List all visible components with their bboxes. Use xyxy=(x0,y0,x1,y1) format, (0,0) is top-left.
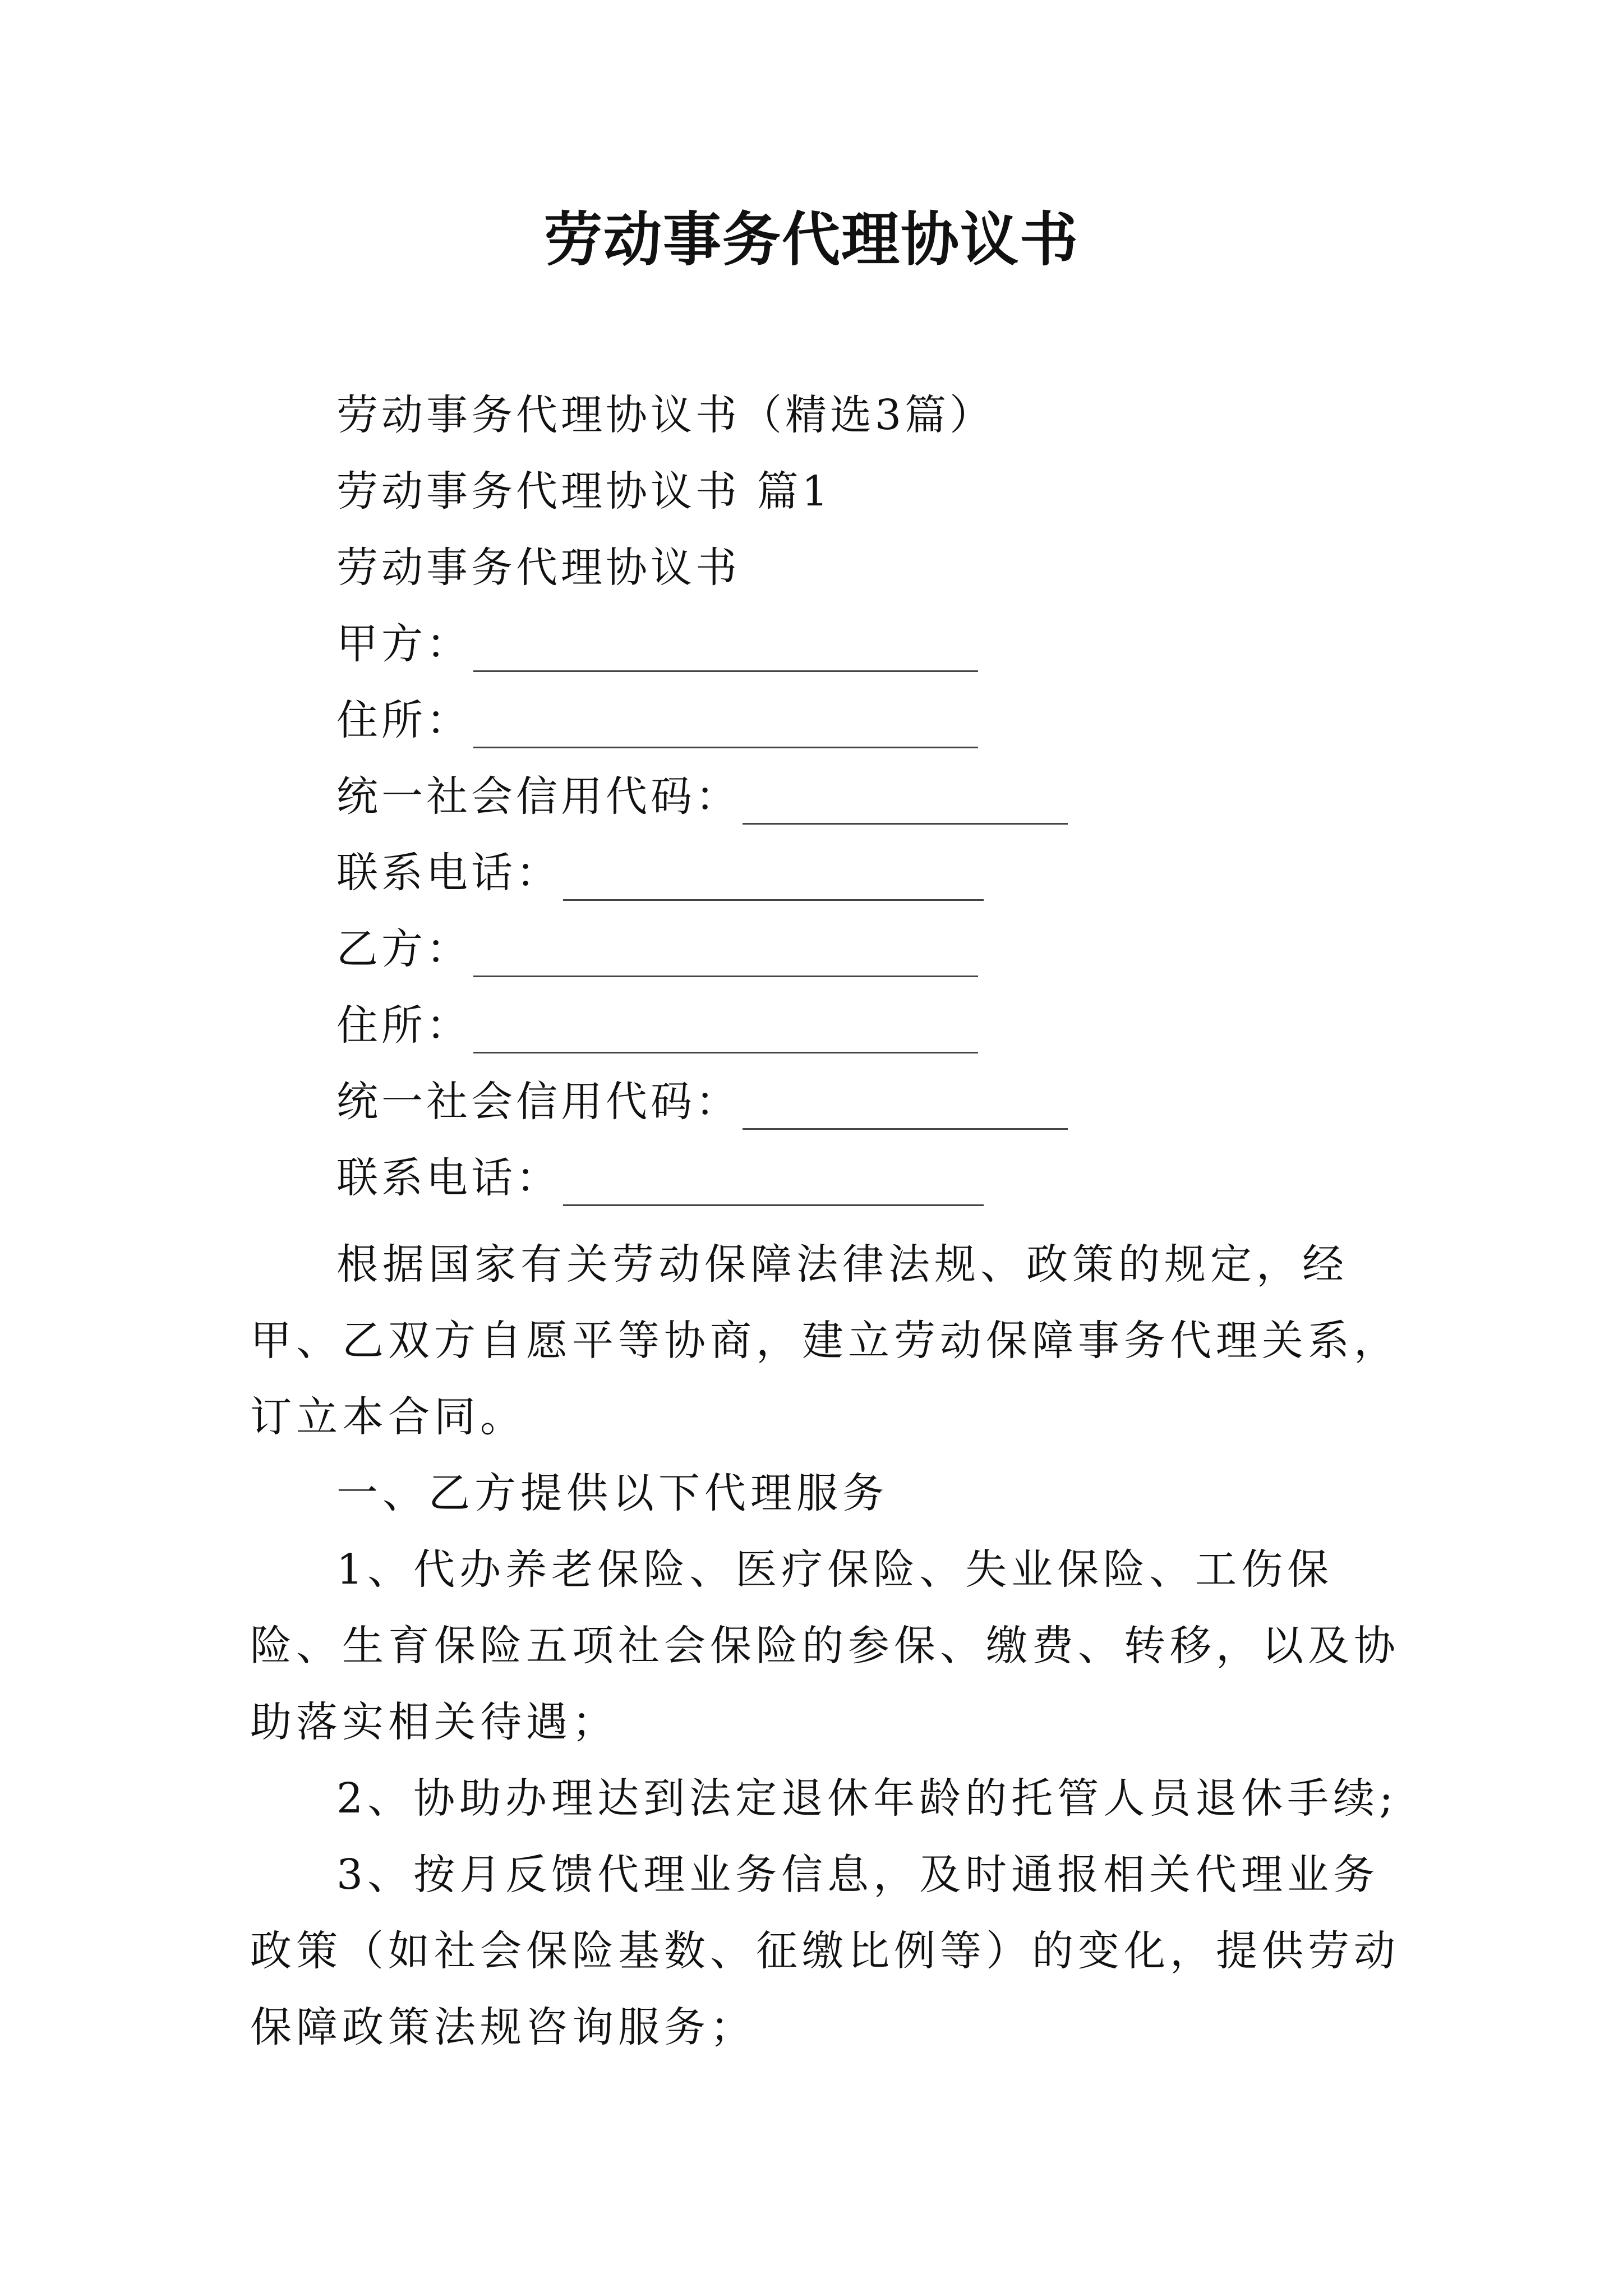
document-title: 劳动事务代理协议书 xyxy=(543,205,1079,274)
party-a-phone-label: 联系电话： xyxy=(336,849,561,897)
selected-subtitle: 劳动事务代理协议书（精选3篇） xyxy=(336,391,995,439)
party-b-address-blank[interactable] xyxy=(473,1007,978,1053)
party-b-phone-blank[interactable] xyxy=(563,1159,984,1206)
party-a-name-blank[interactable] xyxy=(473,625,978,672)
party-a-credit-code-label: 统一社会信用代码： xyxy=(336,772,740,821)
agreement-name: 劳动事务代理协议书 xyxy=(336,544,740,592)
clause-item-1: 1、代办养老保险、医疗保险、失业保险、工伤保险、生育保险五项社会保险的参保、缴费、转移，以及协助落实相关待遇； xyxy=(250,1545,1400,1746)
intro-paragraph: 根据国家有关劳动保障法律法规、政策的规定，经甲、乙双方自愿平等协商，建立劳动保障事务代理关系，订立本合同。 xyxy=(250,1240,1400,1441)
party-b-name-label: 乙方： xyxy=(336,925,471,973)
party-b-address-label: 住所： xyxy=(336,1001,471,1050)
party-b-phone-label: 联系电话： xyxy=(336,1154,561,1202)
party-b-name-blank[interactable] xyxy=(473,931,978,977)
party-b-credit-code-field xyxy=(336,1074,1068,1130)
clause-1-heading: 一、乙方提供以下代理服务 xyxy=(336,1469,888,1517)
party-a-name-field xyxy=(336,616,978,672)
party-a-phone-blank[interactable] xyxy=(563,854,984,901)
party-a-credit-code-field xyxy=(336,769,1068,825)
party-b-credit-code-label: 统一社会信用代码： xyxy=(336,1078,740,1126)
party-b-name-field xyxy=(336,921,978,977)
party-a-name-label: 甲方： xyxy=(336,620,471,668)
party-a-phone-field xyxy=(336,845,984,901)
party-a-credit-code-blank[interactable] xyxy=(743,778,1068,825)
party-a-address-label: 住所： xyxy=(336,696,471,744)
clause-item-2: 2、协助办理达到法定退休年龄的托管人员退休手续; xyxy=(336,1774,1398,1823)
clause-item-3: 3、按月反馈代理业务信息，及时通报相关代理业务政策（如社会保险基数、征缴比例等）的变化，提供劳动保障政策法规咨询服务； xyxy=(250,1851,1400,2051)
party-b-credit-code-blank[interactable] xyxy=(743,1083,1068,1130)
party-b-address-field xyxy=(336,997,978,1053)
section-heading: 劳动事务代理协议书 篇1 xyxy=(336,467,832,516)
party-a-address-blank[interactable] xyxy=(473,702,978,748)
party-b-phone-field xyxy=(336,1150,984,1206)
party-a-address-field xyxy=(336,692,978,748)
